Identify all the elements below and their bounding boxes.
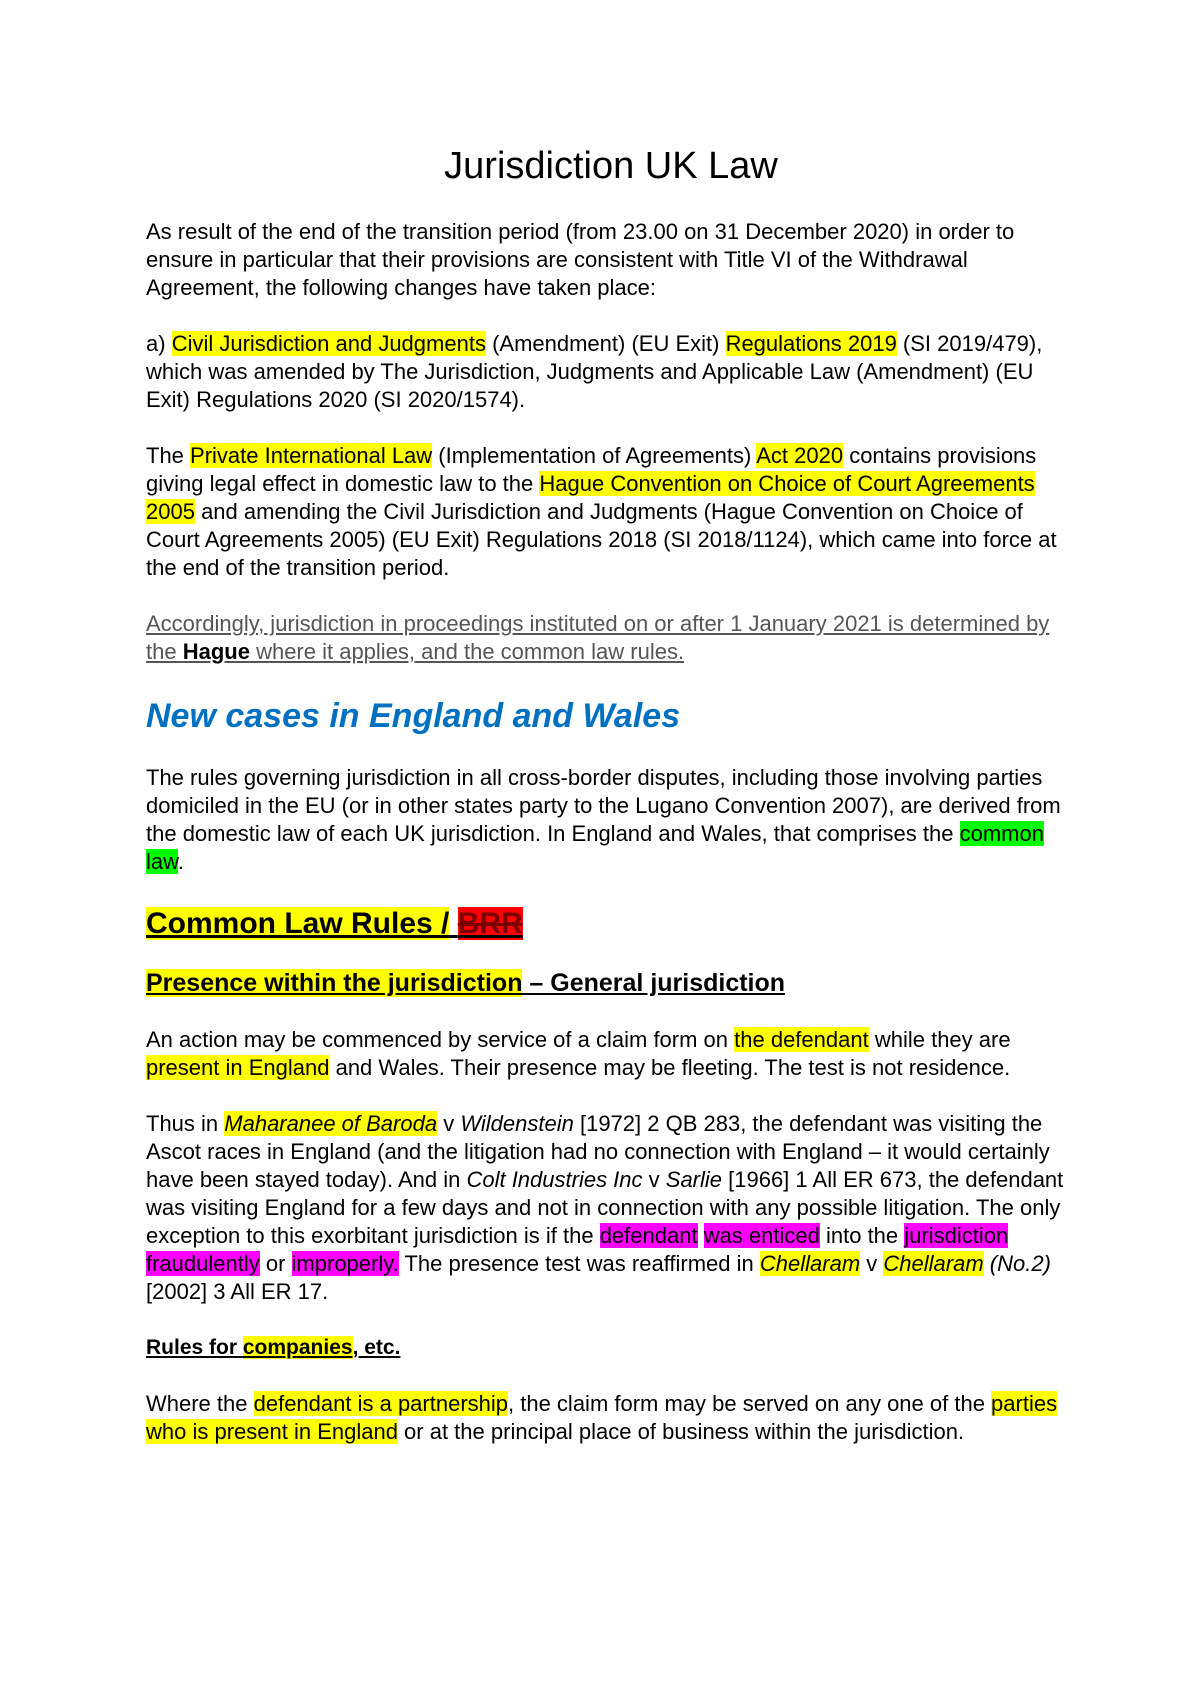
heading-common-law-rules <box>146 904 1076 944</box>
thus-paragraph <box>146 1110 1076 1306</box>
highlight-was-enticed: was enticed <box>703 1223 820 1248</box>
action-text-1: An action may be commenced by service of a claim form on <box>146 1027 735 1052</box>
thus-text-11: [2002] 3 All ER 17. <box>146 1279 329 1304</box>
action-paragraph <box>146 1026 1076 1082</box>
highlight-chellaram-2: Chellaram <box>883 1251 984 1276</box>
intro-text: As result of the end of the transition period (from 23.00 on 31 December 2020) in order to ensure in particular that their provisions are consistent with Title VI of the Withdrawal Agreement, the following changes have taken place: <box>146 219 1015 300</box>
highlight-present-in-england: present in England <box>146 1055 330 1080</box>
heading-separator <box>449 907 457 940</box>
case-wildenstein: Wildenstein <box>460 1111 574 1136</box>
thus-text-10: v <box>860 1251 884 1276</box>
pil-paragraph <box>146 442 1076 582</box>
heading-rules-for-companies <box>146 1334 1076 1362</box>
highlight-presence-within-jurisdiction: Presence within the jurisdiction <box>146 969 523 997</box>
page-title: Jurisdiction UK Law <box>444 145 778 187</box>
highlight-defendant-is-partnership: defendant is a partnership <box>253 1391 509 1416</box>
accordingly-text-2: where it applies, and the common law rules. <box>249 639 685 664</box>
case-colt-industries: Colt Industries Inc <box>466 1167 643 1192</box>
partnership-text-3: or at the principal place of business within the jurisdiction. <box>397 1419 965 1444</box>
highlight-defendant-magenta: defendant <box>599 1223 698 1248</box>
highlight-common-law-rules: Common Law Rules / <box>146 907 450 940</box>
document-content <box>146 140 1076 1474</box>
item-a-paragraph <box>146 330 1076 414</box>
thus-text-6 <box>698 1223 704 1248</box>
pil-text-1: The <box>146 443 191 468</box>
accordingly-hague-bold: Hague <box>182 639 250 664</box>
accordingly-text-1: Accordingly, jurisdiction in proceedings instituted on or after 1 January 2021 is determined by the <box>146 611 1050 664</box>
thus-text-5: [1966] 1 All ER 673, the defendant was visiting England for a few days and not in connection with any possible litigation. The only exception to this exorbitant jurisdiction is if the <box>146 1167 1064 1248</box>
companies-text-2: , etc. <box>352 1336 401 1359</box>
highlight-chellaram-1: Chellaram <box>759 1251 861 1276</box>
companies-text-1: Rules for <box>146 1336 243 1359</box>
highlight-regulations-2019: Regulations 2019 <box>725 331 897 356</box>
thus-text-2: v <box>437 1111 461 1136</box>
highlight-jurisdiction-fraudulently: jurisdiction fraudulently <box>146 1223 1009 1276</box>
rules-paragraph <box>146 764 1076 876</box>
highlight-act-2020: Act 2020 <box>756 443 844 468</box>
action-text-3: and Wales. Their presence may be fleeting. The test is not residence. <box>329 1055 1011 1080</box>
rules-text-2: . <box>177 849 184 874</box>
partnership-text-2: , the claim form may be served on any one of the <box>508 1391 992 1416</box>
thus-text-1: Thus in <box>146 1111 225 1136</box>
pil-text-2: (Implementation of Agreements) <box>432 443 757 468</box>
rules-text-1: The rules governing jurisdiction in all cross-border disputes, including those involving parties domiciled in the EU (or in other states party to the Lugano Convention 2007), are derived from the domestic law of each UK jurisdiction. In England and Wales, that comprises the <box>146 765 1061 846</box>
thus-text-3: [1972] 2 QB 283, the defendant was visiting the Ascot races in England (and the litigation had no connection with England – it would certainly have been stayed today). And in <box>146 1111 1050 1192</box>
item-a-mid: (Amendment) (EU Exit) <box>485 331 726 356</box>
partnership-paragraph <box>146 1390 1076 1446</box>
highlight-parties-present-in-england: parties who is present in England <box>146 1391 1058 1444</box>
case-sarlie: Sarlie <box>665 1167 723 1192</box>
thus-text-9: The presence test was reaffirmed in <box>398 1251 760 1276</box>
heading-presence <box>146 966 1076 1000</box>
highlight-companies: companies <box>242 1336 353 1359</box>
thus-text-7: into the <box>819 1223 905 1248</box>
highlight-common-law: common law <box>146 821 1044 874</box>
heading-new-cases: New cases in England and Wales <box>146 697 681 735</box>
thus-text-8: or <box>259 1251 292 1276</box>
thus-text-4: v <box>642 1167 666 1192</box>
highlight-maharanee-of-baroda: Maharanee of Baroda <box>224 1111 438 1136</box>
action-text-2: while they are <box>868 1027 1011 1052</box>
case-no-2: (No.2) <box>983 1251 1051 1276</box>
heading-presence-rest: – General jurisdiction <box>522 969 786 997</box>
pil-text-3: contains provisions giving legal effect in domestic law to the <box>146 443 1037 496</box>
item-a-rest: (SI 2019/479), which was amended by The Jurisdiction, Judgments and Applicable Law (Amendment) (EU Exit) Regulations 2020 (SI 2020/1574). <box>146 331 1043 412</box>
highlight-hague-convention: Hague Convention on Choice of Court Agreements 2005 <box>146 471 1035 524</box>
highlight-civil-jurisdiction: Civil Jurisdiction and Judgments <box>171 331 486 356</box>
highlight-brr-strikethrough: BRR <box>457 907 523 940</box>
accordingly-paragraph <box>146 610 1076 666</box>
intro-paragraph <box>146 218 1076 302</box>
partnership-text-1: Where the <box>146 1391 254 1416</box>
pil-text-4: and amending the Civil Jurisdiction and Judgments (Hague Convention on Choice of Court Agreements 2005) (EU Exit) Regulations 2018 (SI 2018/1124), which came into force at the end of the transition period. <box>146 499 1057 580</box>
highlight-improperly: improperly. <box>291 1251 399 1276</box>
highlight-the-defendant: the defendant <box>734 1027 869 1052</box>
item-a-prefix: a) <box>146 331 172 356</box>
highlight-private-international-law: Private International Law <box>190 443 433 468</box>
